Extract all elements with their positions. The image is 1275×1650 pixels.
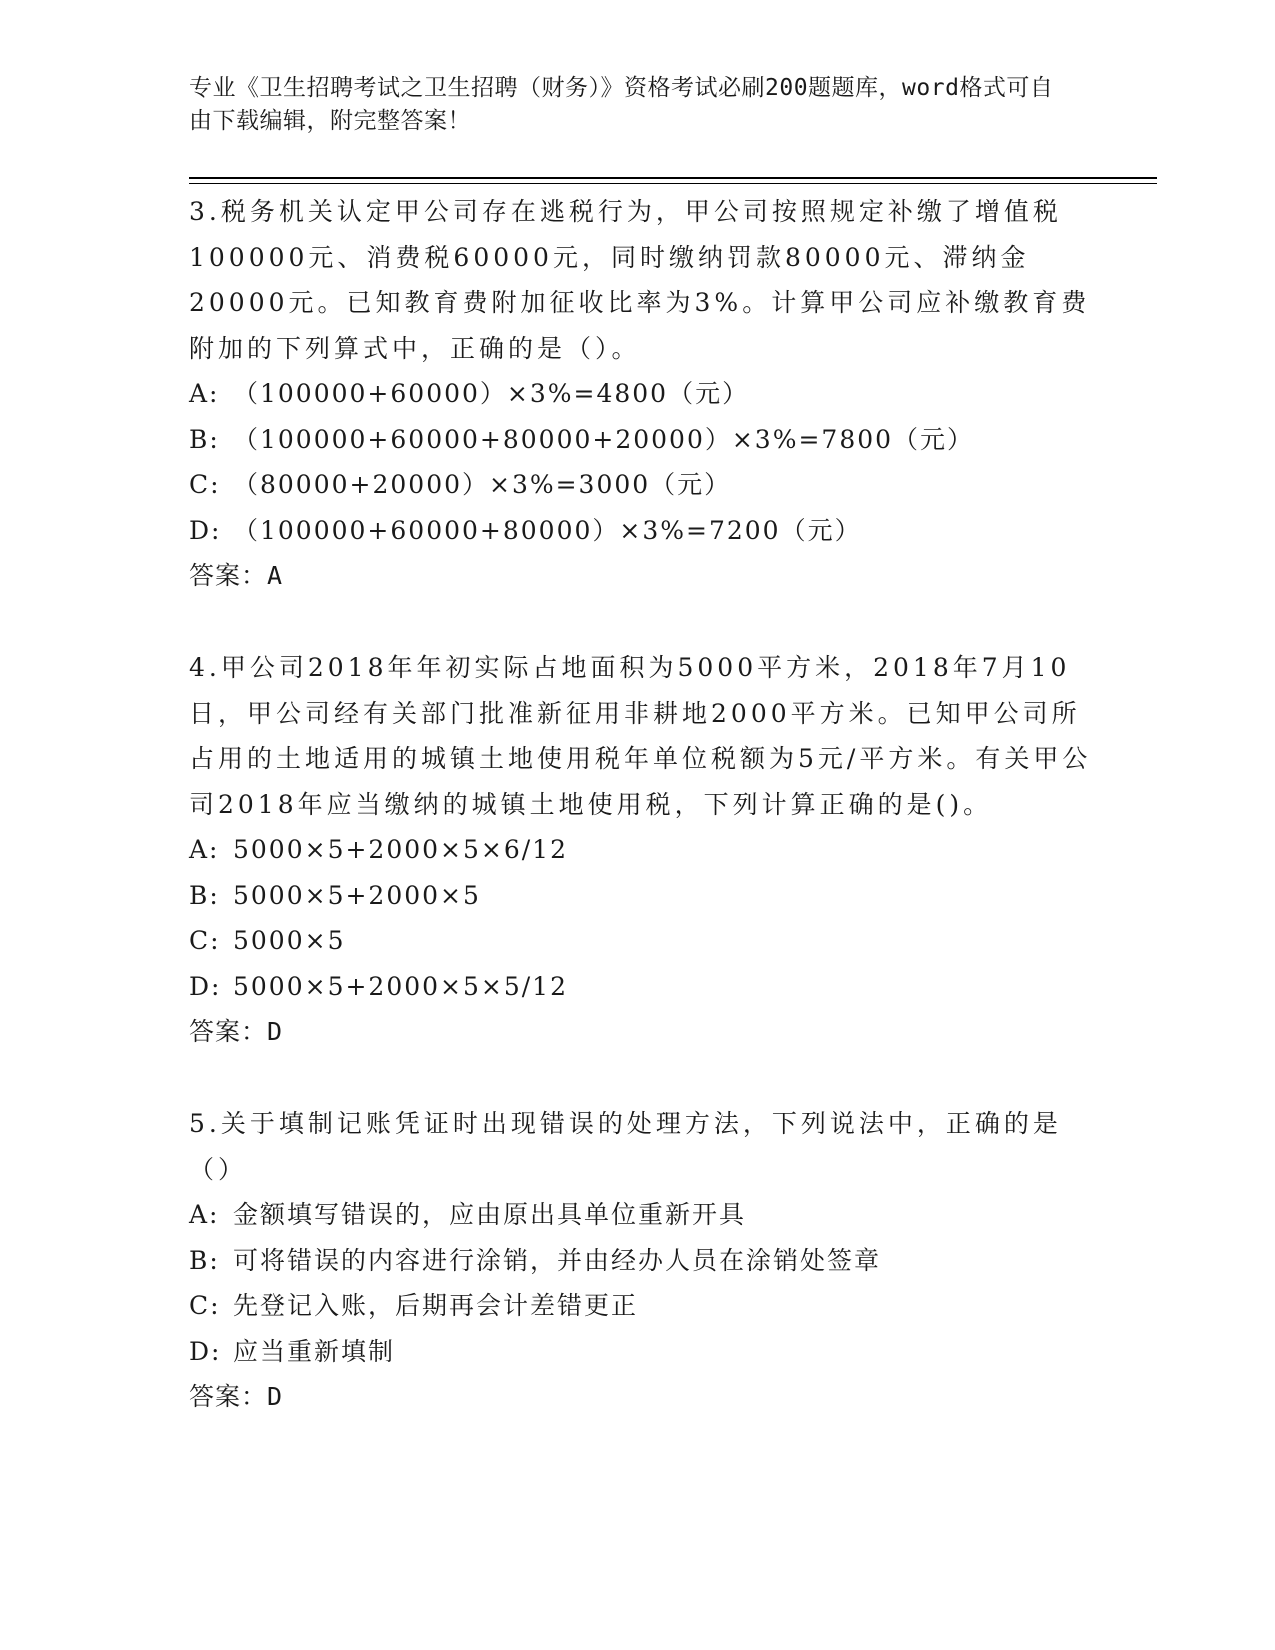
option-text: 金额填写错误的，应由原出具单位重新开具 xyxy=(233,1200,747,1229)
option-d xyxy=(189,964,1094,1010)
option-b xyxy=(189,417,1094,463)
question-stem: 4.甲公司2018年年初实际占地面积为5000平方米，2018年7月10日，甲公司经有关部门批准新征用非耕地2000平方米。已知甲公司所占用的土地适用的城镇土地使用税年单位税额为5元/平方米。有关甲公司2018年应当缴纳的城镇土地使用税，下列计算正确的是()。 xyxy=(189,653,1092,819)
option-text: 应当重新填制 xyxy=(233,1336,396,1366)
option-text: 5000×5+2000×5×6/12 xyxy=(233,835,568,864)
question-3 xyxy=(189,189,1094,599)
question-4 xyxy=(189,645,1094,1055)
option-d xyxy=(189,1329,1094,1375)
option-text: 5000×5 xyxy=(233,926,346,955)
option-text: 先登记入账，后期再会计差错更正 xyxy=(233,1291,639,1320)
option-c xyxy=(189,1283,1094,1329)
option-label: B: xyxy=(189,1245,220,1275)
option-label: C: xyxy=(189,926,221,955)
header-divider-thick xyxy=(189,177,1157,179)
option-c xyxy=(189,918,1094,964)
option-text: （80000+20000）×3%=3000（元） xyxy=(233,470,732,499)
option-label: D: xyxy=(189,1336,222,1366)
option-label: D: xyxy=(189,971,222,1001)
option-a xyxy=(189,371,1094,417)
question-stem: 3.税务机关认定甲公司存在逃税行为，甲公司按照规定补缴了增值税100000元、消费税60000元，同时缴纳罚款80000元、滞纳金20000元。已知教育费附加征收比率为3%。计算甲公司应补缴教育费附加的下列算式中，正确的是（）。 xyxy=(189,197,1091,363)
option-label: C: xyxy=(189,1291,221,1320)
header-divider-thin xyxy=(189,183,1157,184)
answer-line: 答案：D xyxy=(189,1382,284,1411)
option-label: A: xyxy=(189,379,220,408)
option-label: A: xyxy=(189,1200,220,1229)
option-b xyxy=(189,873,1094,919)
option-label: D: xyxy=(189,515,222,545)
answer-line: 答案：D xyxy=(189,1017,284,1046)
option-text: （100000+60000）×3%=4800（元） xyxy=(233,379,750,408)
option-b xyxy=(189,1238,1094,1284)
option-text: 5000×5+2000×5 xyxy=(233,880,481,910)
question-5 xyxy=(189,1101,1094,1420)
option-label: C: xyxy=(189,470,221,499)
option-label: B: xyxy=(189,880,220,910)
option-d xyxy=(189,508,1094,554)
option-text: （100000+60000+80000+20000）×3%=7800（元） xyxy=(233,424,975,454)
option-text: 5000×5+2000×5×5/12 xyxy=(233,971,568,1001)
option-text: （100000+60000+80000）×3%=7200（元） xyxy=(233,515,862,545)
option-text: 可将错误的内容进行涂销，并由经办人员在涂销处签章 xyxy=(233,1245,882,1275)
option-label: A: xyxy=(189,835,220,864)
document-header: 专业《卫生招聘考试之卫生招聘（财务）》资格考试必刷200题题库，word格式可自由下载编辑，附完整答案！ xyxy=(189,75,1054,134)
option-a xyxy=(189,1192,1094,1238)
question-stem: 5.关于填制记账凭证时出现错误的处理方法，下列说法中，正确的是（） xyxy=(189,1109,1062,1184)
option-label: B: xyxy=(189,424,220,454)
answer-line: 答案：A xyxy=(189,561,284,590)
option-a xyxy=(189,827,1094,873)
option-c xyxy=(189,462,1094,508)
